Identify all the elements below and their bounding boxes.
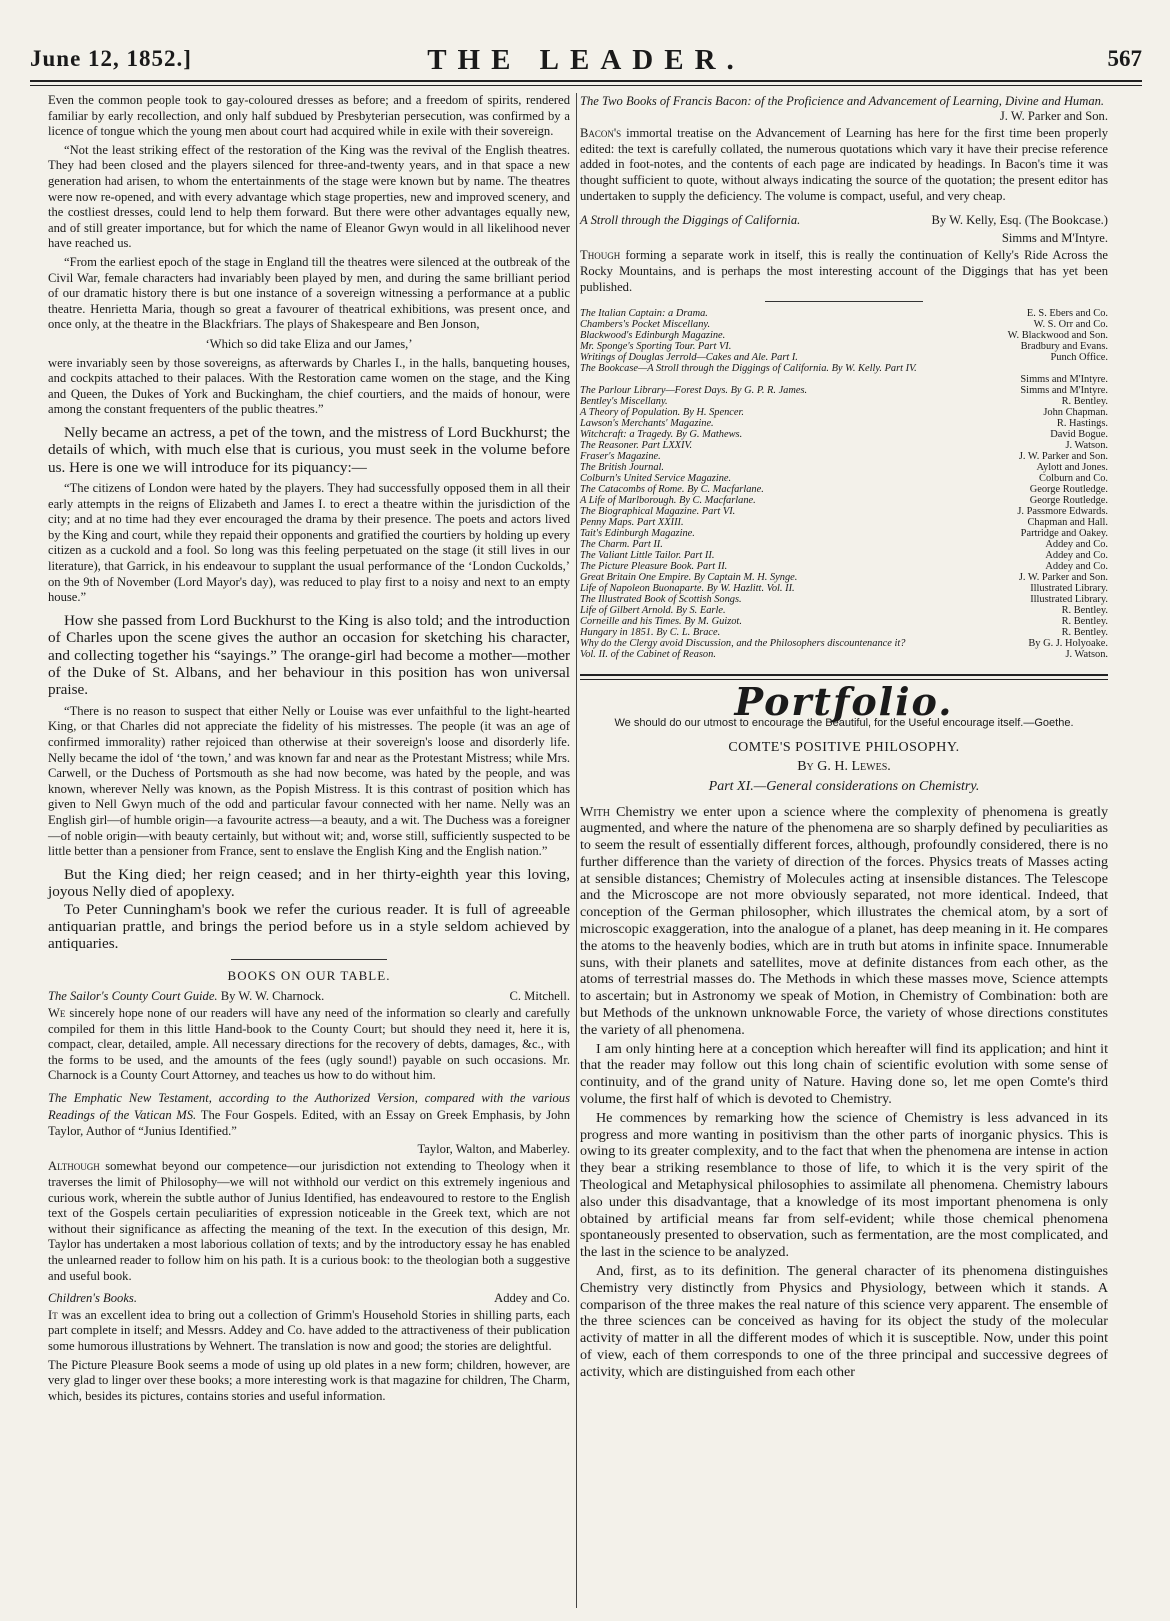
publication-row [580, 407, 1108, 418]
publication-title: Witchcraft: a Tragedy. By G. Mathews. [580, 429, 743, 441]
publication-title: Corneille and his Times. By M. Guizot. [580, 616, 742, 628]
publication-title: Colburn's United Service Magazine. [580, 473, 732, 485]
book-entry-title [580, 212, 1108, 229]
publication-publisher: Illustrated Library. [1030, 583, 1108, 595]
publication-row [580, 451, 1108, 462]
review-text: somewhat beyond our competence—our jurisdiction not extending to Theology when it traverses the limit of Philosophy—we will not withhold our verdict on this extremely ingenious and curious work, wherein the subtle author of Junius Identified, has endeavoured to restore to the English text of the Gospels certain peculiarities of expression noticeable in the Greek text, which are not without their significance as affecting the meaning of the text. In the execution of this design, Mr. Taylor has undertaken a most laborious collation of texts; and by the introductory essay he has enabled the unlearned reader to follow him on his path. It is a curious book: to the theologian both a suggestive and useful book. [48, 1159, 570, 1283]
publication-row [580, 319, 1108, 330]
publication-publisher: J. W. Parker and Son. [1018, 451, 1108, 463]
body-paragraph: But the King died; her reign ceased; and in her thirty-eighth year this loving, joyous Nelly died of apoplexy. [48, 865, 570, 901]
publication-row [580, 374, 1108, 385]
publication-title: Blackwood's Edinburgh Magazine. [580, 330, 726, 342]
article-paragraph: And, first, as to its definition. The general character of its phenomena distinguishes Chemistry very distinctly from Physics and Physiology, between which it stands. A comparison of the three makes the real nature of this science very apparent. The ensemble of the three sciences can be conceived as having for its object the study of the molecular activity of matter in all the different modes of which it is susceptible. Now, under this point of view, each of them corresponds to one of the three principal and successive degrees of activity, which are distinguished from each other [580, 1263, 1108, 1380]
publication-publisher: Addey and Co. [1045, 561, 1108, 573]
book-title: Children's Books. [48, 1291, 137, 1306]
publication-row [580, 396, 1108, 407]
motto: We should do our utmost to encourage the Beautiful, for the Useful encourage itself.—Goethe. [614, 716, 1074, 729]
publication-publisher: Partridge and Oakey. [1020, 528, 1108, 540]
publication-title: Life of Napoleon Buonaparte. By W. Hazlitt. Vol. II. [580, 583, 795, 595]
publication-title: A Theory of Population. By H. Spencer. [580, 407, 745, 419]
publication-title: Penny Maps. Part XXIII. [580, 517, 684, 529]
page-number: 567 [1107, 46, 1142, 71]
publication-row [580, 539, 1108, 550]
newspaper-title: THE LEADER. [427, 44, 745, 76]
publication-title: Writings of Douglas Jerrold—Cakes and Ale. Part I. [580, 352, 798, 364]
publication-row [580, 583, 1108, 594]
publication-publisher [987, 363, 1108, 374]
publication-row [580, 484, 1108, 495]
article-body [580, 804, 1108, 1381]
publication-title: Hungary in 1851. By C. L. Brace. [580, 627, 721, 639]
article-part: Part XI.—General considerations on Chemistry. [708, 778, 980, 794]
publication-publisher: R. Bentley. [1061, 627, 1108, 639]
drop-word: It [48, 1307, 58, 1322]
drop-word: With [580, 803, 610, 820]
publication-row [580, 330, 1108, 341]
publication-title: Why do the Clergy avoid Discussion, and the Philosophers discountenance it? [580, 638, 906, 650]
publication-row [580, 352, 1108, 363]
publication-row [580, 506, 1108, 517]
publication-row [580, 561, 1108, 572]
book-entry-title [48, 1090, 570, 1140]
publication-title: Bentley's Miscellany. [580, 396, 668, 408]
article-paragraph [580, 804, 1108, 1039]
publication-publisher: John Chapman. [1043, 407, 1108, 419]
header-rule-thick [30, 80, 1142, 82]
section-separator [231, 959, 388, 960]
publication-publisher: R. Bentley. [1061, 616, 1108, 628]
section-separator [765, 301, 923, 302]
portfolio-rule-thick [580, 674, 1108, 676]
publication-row [580, 462, 1108, 473]
publication-title [580, 374, 987, 385]
publication-row [580, 649, 1108, 660]
book-publisher: Taylor, Walton, and Maberley. [417, 1141, 570, 1156]
publication-title: The Illustrated Book of Scottish Songs. [580, 594, 742, 606]
publication-publisher: R. Hastings. [1056, 418, 1108, 430]
body-paragraph: To Peter Cunningham's book we refer the curious reader. It is full of agreeable antiquarian prattle, and brings the period before us in a style seldom achieved by antiquaries. [48, 900, 570, 953]
publication-row [580, 550, 1108, 561]
book-publisher: C. Mitchell. [509, 989, 570, 1004]
publication-publisher: By G. J. Holyoake. [1028, 638, 1108, 650]
publication-publisher: J. Watson. [1065, 649, 1108, 661]
right-column [580, 93, 1108, 1383]
publication-title: Life of Gilbert Arnold. By S. Earle. [580, 605, 726, 617]
publication-title: The Biographical Magazine. Part VI. [580, 506, 736, 518]
publication-row [580, 418, 1108, 429]
column-divider [576, 93, 577, 1608]
publication-row [580, 594, 1108, 605]
publication-publisher: Simms and M'Intyre. [1020, 374, 1108, 386]
book-review: The Picture Pleasure Book seems a mode of using up old plates in a new form; children, however, are very glad to linger over these books; a more interesting work is that magazine for children, The Charm, which, besides its pictures, contains stories and useful information. [48, 1357, 570, 1403]
publication-row [580, 616, 1108, 627]
publication-publisher: J. Passmore Edwards. [1017, 506, 1108, 518]
book-review [48, 1308, 570, 1355]
quote-paragraph: “The citizens of London were hated by the players. They had successfully opposed them in all their early attempts in the reigns of Elizabeth and James I. to erect a theatre within the jurisdiction of the city; and at no time had they ever encouraged the drama by their presence. The poets and actors lived by the King and court, while they repaid their opponents and gratified the courtiers by holding up every citizen as a cuckold and a fool. So long was this feeling perpetuated on the stage (it still lives in our literature), that Garrick, in his endeavour to supplant the usual performance of the ‘London Cuckolds,’ on the 9th of November (Lord Mayor's day), was reduced to play first to a noisy and next to an empty house.” [48, 481, 570, 605]
book-review [580, 248, 1108, 295]
body-paragraph: How she passed from Lord Buckhurst to the King is also told; and the introduction of Charles upon the scene gives the author an occasion for sketching his character, and collecting together his “sayings.” The orange-girl had become a mother—mother of the Duke of St. Albans, and her behaviour in this position has won universal praise. [48, 611, 570, 699]
verse-quote: ‘Which so did take Eliza and our James,’ [205, 336, 413, 351]
book-entry-title [48, 1290, 570, 1307]
page-header [30, 44, 1142, 74]
publication-publisher: Illustrated Library. [1030, 594, 1108, 606]
publication-title: A Life of Marlborough. By C. Macfarlane. [580, 495, 756, 507]
publication-publisher: J. Watson. [1065, 440, 1108, 452]
publication-row [580, 308, 1108, 319]
publication-publisher: David Bogue. [1050, 429, 1108, 441]
publication-title: Lawson's Merchants' Magazine. [580, 418, 714, 430]
review-text: immortal treatise on the Advancement of Learning has here for the first time been properly edited: the text is carefully collated, the numerous quotations which vary it have their precise reference added in foot-notes, and the contents of each page are indicated by headings. In Bacon's time it was thought sufficient to quote, without always indicating the source of the quotation; the present editor has undertaken to supply the deficiency. The volume is compact, useful, and very cheap. [580, 126, 1108, 203]
publication-title: The Catacombs of Rome. By C. Macfarlane. [580, 484, 764, 496]
publication-row [580, 528, 1108, 539]
paragraph: Even the common people took to gay-coloured dresses as before; and a freedom of spirits, rendered familiar by early recollection, and only half subdued by Presbyterian persecution, was confirmed by a licence of tongue which the young men about court had acquired while in exile with their sovereign. [48, 93, 570, 139]
drop-word: Though [580, 248, 621, 263]
publication-title: The Bookcase—A Stroll through the Diggings of California. By W. Kelly. Part IV. [580, 363, 917, 375]
book-publisher: J. W. Parker and Son. [999, 108, 1108, 123]
publication-row [580, 627, 1108, 638]
publication-publisher: W. S. Orr and Co. [1033, 319, 1108, 331]
quote-paragraph: “There is no reason to suspect that either Nelly or Louise was ever unfaithful to the light-hearted King, or that Charles did not appreciate the fidelity of his mistresses. The people (it was an age of confirmed immorality) rather rejoiced than otherwise at their sovereign's loose and disorderly life. Nelly became the idol of ‘the town,’ and was known far and near as the Protestant Mistress; while Mrs. Carwell, or the Duchess of Portsmouth as she had now become, was hated by the people, and was known, wherever Nelly was known, as the Popish Mistress. It is this contrast of position which has given to Nell Gwyn much of the odd and particular favour connected with her name. Nelly was an English girl—of humble origin—a favourite actress—a beauty, and a wit. The Duchess was a foreigner—of noble origin—with beauty certainly, but without wit; and, worse still, sufficiently suspected to be little better than a pensioner from France, sent to enslave the English King and the English nation.” [48, 703, 570, 859]
publication-publisher: George Routledge. [1029, 484, 1108, 496]
review-text: sincerely hope none of our readers will have any need of the information so clearly and carefully compiled for them in this little Hand-book to the County Court; but should they need it, here it is, compact, clear, detailed, ample. All necessary directions for the recovery of debts, damages, &c., with the forms to be used, and the amounts of the fees (ugly sound!) payable on such occasions. Mr. Charnock is a County Court Attorney, and teaches us how to do without him. [48, 1006, 570, 1083]
book-review [48, 1006, 570, 1084]
publication-publisher: J. W. Parker and Son. [1018, 572, 1108, 584]
publication-row [580, 572, 1108, 583]
publication-row [580, 363, 1108, 374]
publication-row [580, 440, 1108, 451]
book-details: The Four Gospels. Edited, with an Essay on Greek Emphasis, by John Taylor, Author of “Junius Identified.” [48, 1107, 570, 1139]
drop-word: We [48, 1006, 66, 1021]
publication-title: Vol. II. of the Cabinet of Reason. [580, 649, 716, 661]
body-paragraph: Nelly became an actress, a pet of the town, and the mistress of Lord Buckhurst; the details of which, with much else that is curious, you must seek in the volume before us. Here is one we will introduce for its piquancy:— [48, 423, 570, 476]
publication-title: The Italian Captain: a Drama. [580, 308, 708, 320]
publication-row [580, 385, 1108, 396]
portfolio-heading: Portfolio. [734, 679, 954, 725]
publication-publisher: Addey and Co. [1045, 539, 1108, 551]
publication-row [580, 341, 1108, 352]
article-paragraph: He commences by remarking how the science of Chemistry is less advanced in its progress and more wanting in positivism than the other parts of inorganic physics. This is owing to its greater complexity, and to the fact that when the phenomena are intense in action they bear a striking resemblance to those of life, to which it is the very spirit of the Theological and Metaphysical philosophies to assimilate all phenomena. Chemistry labours also under this disadvantage, that a knowledge of its most important phenomena is only obtained by artificial means far from self-evident; while those chemical phenomena spontaneously presented to observation, such as fermentation, are the most complicated, and the last in the science to be analyzed. [580, 1109, 1108, 1261]
review-text: forming a separate work in itself, this is really the continuation of Kelly's Ride Across the Rocky Mountains, and is perhaps the most interesting account of the Diggings that has yet been published. [580, 248, 1108, 294]
publication-title: Chambers's Pocket Miscellany. [580, 319, 711, 331]
paragraph-text: Chemistry we enter upon a science where the complexity of phenomena is greatly augmented, and where the nature of the phenomena are so sharply defined by peculiarities as to seem the result of essentially different forces, although, profoundly considered, there is no further difference than the variety of direction of the forces. Physics treats of Masses acting at sensible distances; Chemistry of Molecules acting at insensible distances. The Telescope and the Microscope are not more obviously separated, not more identical. Indeed, that conception of the German philosopher, which illustrates the chemical atom, by a sort of microscopic exaggeration, into the analogue of a planet, has deep meaning in it. He compares the atoms to the heavenly bodies, which are in truth but atoms in infinite space. Innumerable suns, with their planets and satellites, move at definite distances from each other, as the atoms of terrestrial masses do. The Methods in which these masses move, Science attempts to ascertain; but in Astronomy we speak of Motion, in Chemistry of Combination: both are but Methods of the unknown unknowable Force, the variety of whose directions constitutes the variety of all phenomena. [580, 803, 1108, 1038]
publications-list [580, 308, 1108, 660]
publication-publisher: Punch Office. [1050, 352, 1108, 364]
publication-title: The Parlour Library—Forest Days. By G. P. R. James. [580, 385, 808, 397]
publication-row [580, 495, 1108, 506]
publication-publisher: E. S. Ebers and Co. [1026, 308, 1108, 320]
quote-paragraph: were invariably seen by those sovereigns, as afterwards by Charles I., in the halls, banqueting houses, and cockpits attached to their palaces. With the Restoration came women on the stage, and the King and Queen, the Dukes of York and Buckingham, the chief courtiers, and the maids of honour, were among the constant frequenters of the public theatres.” [48, 355, 570, 417]
publication-publisher: R. Bentley. [1061, 605, 1108, 617]
publication-row [580, 517, 1108, 528]
publication-publisher: George Routledge. [1029, 495, 1108, 507]
publication-publisher: Chapman and Hall. [1027, 517, 1108, 529]
publication-publisher: Simms and M'Intyre. [1020, 385, 1108, 397]
drop-word: Although [48, 1159, 100, 1174]
book-title: The Sailor's County Court Guide. [48, 989, 218, 1004]
book-title: The Two Books of Francis Bacon: of the Proficience and Advancement of Learning, Divine and Human. [580, 94, 1105, 108]
publication-title: Mr. Sponge's Sporting Tour. Part VI. [580, 341, 732, 353]
book-title: A Stroll through the Diggings of California. [580, 213, 801, 228]
quote-paragraph: “Not the least striking effect of the restoration of the King was the revival of the English theatres. They had been closed and the players silenced for three-and-twenty years, and in that space a new generation had arisen, to whom the entertainments of the stage were known but by name. The theatres were now re-opened, and with every advantage which stage properties, new and improved scenery, and the costliest dresses, could lend to help them forward. But there were other advantages equally new, and of still greater importance, but for which the name of Eleanor Gwyn would in all likelihood never have reached us. [48, 142, 570, 251]
publication-title: Fraser's Magazine. [580, 451, 661, 463]
drop-word: Bacon's [580, 126, 622, 141]
left-column [48, 93, 570, 1407]
book-publisher: Simms and M'Intyre. [1001, 230, 1108, 245]
publication-row [580, 429, 1108, 440]
publication-title: The Charm. Part II. [580, 539, 663, 551]
publication-publisher: Aylott and Jones. [1036, 462, 1108, 474]
publication-title: Great Britain One Empire. By Captain M. H. Synge. [580, 572, 798, 584]
book-review [580, 126, 1108, 204]
publication-publisher: Colburn and Co. [1039, 473, 1108, 485]
book-publisher: Addey and Co. [494, 1291, 570, 1306]
publication-publisher: Addey and Co. [1045, 550, 1108, 562]
header-rule-thin [30, 85, 1142, 86]
publication-publisher: R. Bentley. [1061, 396, 1108, 408]
quote-paragraph: “From the earliest epoch of the stage in England till the theatres were silenced at the outbreak of the Civil War, female characters had invariably been played by men, and during the same brilliant period of our dramatic history there is but one instance of a sovereign witnessing a performance at a public theatre. Henrietta Maria, though so great a favourer of theatrical exhibitions, was present once, and once only, at the theatre in the Blackfriars. The plays of Shakespeare and Ben Jonson, [48, 254, 570, 332]
article-author: By G. H. Lewes. [797, 759, 891, 775]
book-author: By W. Kelly, Esq. (The Bookcase.) [931, 213, 1108, 228]
publication-row [580, 638, 1108, 649]
publication-publisher: Bradbury and Evans. [1020, 341, 1108, 353]
review-text: was an excellent idea to bring out a collection of Grimm's Household Stories in shilling parts, each part complete in itself; and Messrs. Addey and Co. have added to the attractiveness of their publication some humorous illustrations by Wehnert. The translation is now and good; the stories are delightful. [48, 1307, 570, 1353]
book-entry-title [48, 988, 570, 1005]
publication-publisher: W. Blackwood and Son. [1007, 330, 1108, 342]
publication-title: Tait's Edinburgh Magazine. [580, 528, 695, 540]
books-heading: BOOKS ON OUR TABLE. [227, 967, 391, 983]
publication-title: The Picture Pleasure Book. Part II. [580, 561, 728, 573]
book-review [48, 1159, 570, 1284]
book-author: By W. W. Charnock. [220, 989, 325, 1004]
publication-title: The British Journal. [580, 462, 664, 474]
article-paragraph: I am only hinting here at a conception which hereafter will find its application; and hint it that the reader may follow out this long chain of scientific evolution with some sense of continuity, and of the grand unity of Nature. Having done so, let me open Comte's third volume, the first half of which is devoted to Chemistry. [580, 1040, 1108, 1108]
article-title: COMTE'S POSITIVE PHILOSOPHY. [728, 739, 960, 755]
publication-row [580, 605, 1108, 616]
publication-title: The Reasoner. Part LXXIV. [580, 440, 693, 452]
publication-title: The Valiant Little Tailor. Part II. [580, 550, 715, 562]
book-title: The Emphatic New Testament, according to the Authorized Version, compared with the various Readings of the Vatican MS. [48, 1091, 570, 1122]
issue-date: June 12, 1852.] [30, 46, 192, 71]
publication-row [580, 473, 1108, 484]
